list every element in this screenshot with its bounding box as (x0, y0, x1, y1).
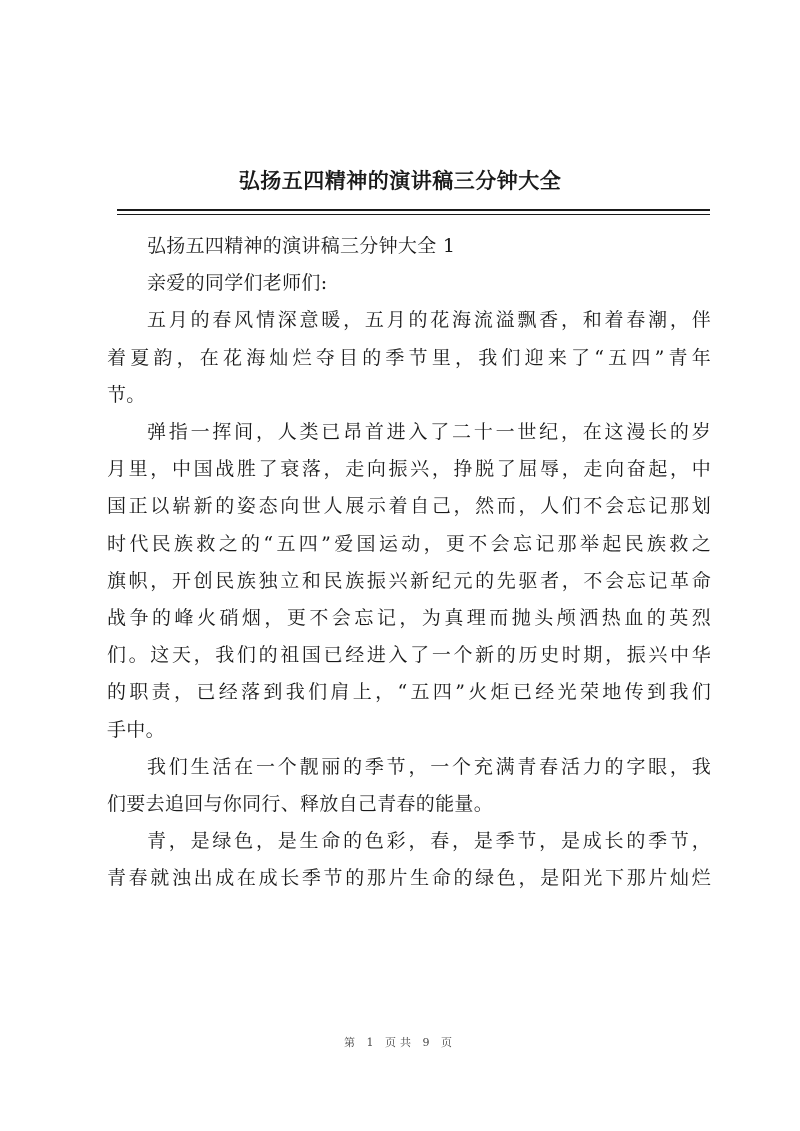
body-line: 弹指一挥间，人类已昂首进入了二十一世纪，在这漫长的岁 (147, 421, 711, 444)
salutation-line: 亲爱的同学们老师们: (147, 272, 328, 295)
body-line: 节。 (107, 383, 146, 406)
document-body (107, 228, 711, 898)
body-line: 五月的春风情深意暖，五月的花海流溢飘香，和着春潮，伴 (147, 309, 711, 332)
body-line: 时代民族救之的“五四”爱国运动，更不会忘记那举起民族救之 (107, 532, 711, 555)
title-underline-thick (117, 209, 710, 211)
body-line: 旗帜，开创民族独立和民族振兴新纪元的先驱者，不会忘记革命 (107, 569, 711, 592)
body-line: 我们生活在一个靓丽的季节，一个充满青春活力的字眼，我 (147, 755, 711, 778)
page-number-footer: 第 1 页共 9 页 (344, 1036, 456, 1049)
body-line: 青春就浊出成在成长季节的那片生命的绿色，是阳光下那片灿烂 (107, 867, 711, 890)
body-line: 月里，中国战胜了衰落，走向振兴，挣脱了屈辱，走向奋起，中 (107, 458, 711, 481)
body-line: 战争的峰火硝烟，更不会忘记，为真理而抛头颅洒热血的英烈 (107, 607, 711, 630)
body-line: 们要去追回与你同行、释放自己青春的能量。 (107, 793, 494, 816)
title-underline-thin (117, 214, 710, 215)
body-line: 青，是绿色，是生命的色彩，春，是季节，是成长的季节， (147, 830, 711, 853)
body-line: 国正以崭新的姿态向世人展示着自己，然而，人们不会忘记那划 (107, 495, 711, 518)
document-title: 弘扬五四精神的演讲稿三分钟大全 (238, 169, 562, 193)
body-line: 手中。 (107, 718, 165, 741)
section-heading: 弘扬五四精神的演讲稿三分钟大全 1 (147, 235, 456, 257)
body-line: 的职责，已经落到我们肩上，“五四”火炬已经光荣地传到我们 (107, 681, 711, 704)
body-line: 着夏韵，在花海灿烂夺目的季节里，我们迎来了“五四”青年 (107, 346, 711, 369)
body-line: 们。这天，我们的祖国已经进入了一个新的历史时期，振兴中华 (107, 644, 711, 667)
